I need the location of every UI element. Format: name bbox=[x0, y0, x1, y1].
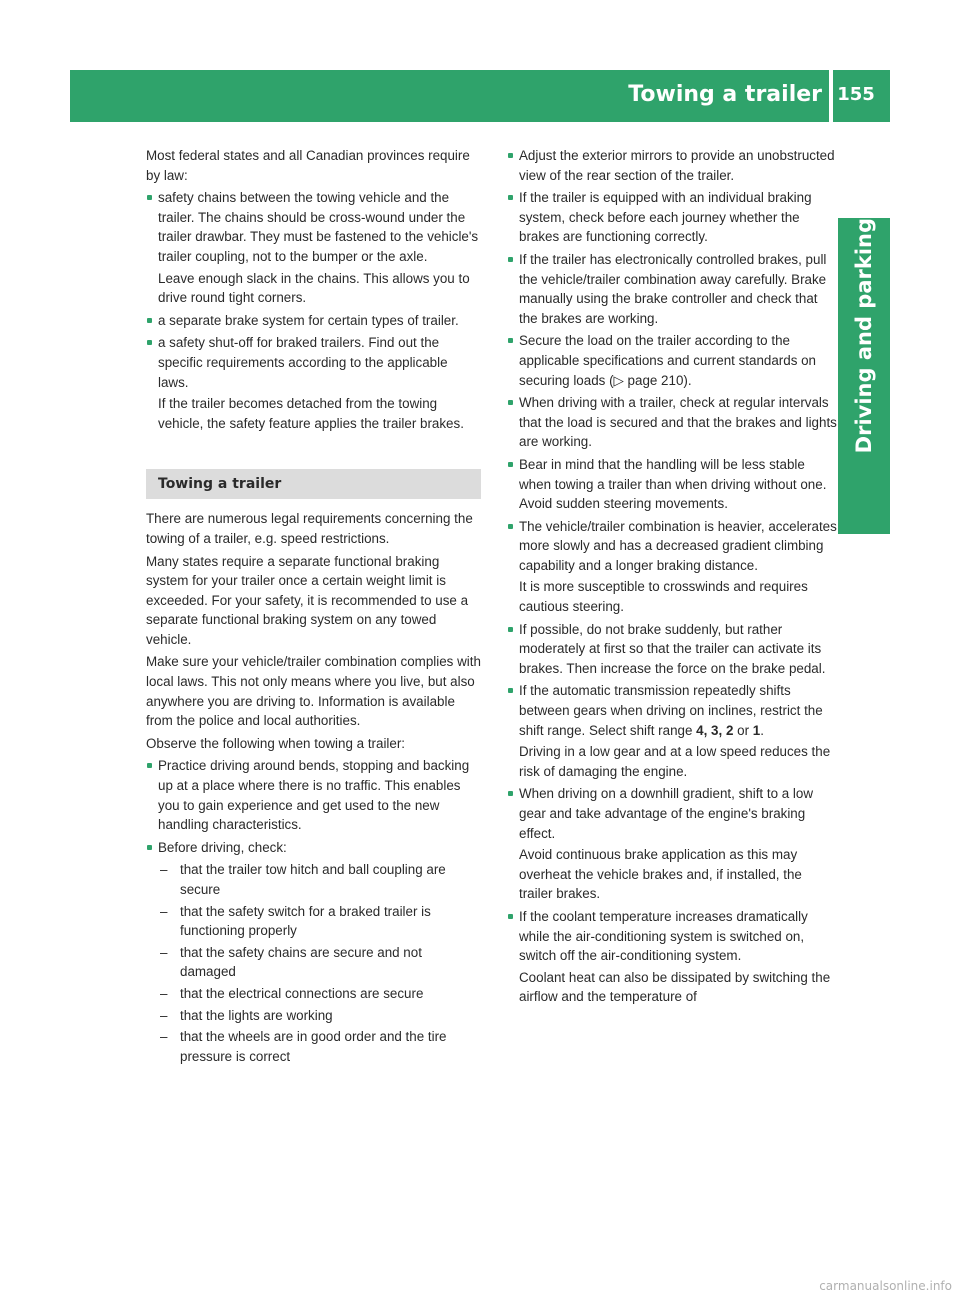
check-item: – that the trailer tow hitch and ball coupling are secure bbox=[146, 860, 481, 899]
list-item-note: Coolant heat can also be dissipated by switching the airflow and the temperature of bbox=[519, 969, 831, 1005]
shift-range-last: 1 bbox=[752, 722, 761, 738]
intro-paragraph: Most federal states and all Canadian provinces require by law: bbox=[146, 148, 470, 183]
chapter-side-tab-label: Driving and parking bbox=[852, 218, 876, 454]
pre-drive-checks-list bbox=[146, 860, 481, 1066]
towing-instructions-list-continued bbox=[507, 146, 837, 1007]
list-item: If the trailer is equipped with an individual braking system, check before each journey whether the brakes are functioning correctly. bbox=[507, 188, 837, 247]
list-item: Secure the load on the trailer according to the applicable specifications and current standards on securing loads (▷ page 210). bbox=[507, 331, 837, 390]
list-item: Before driving, check: bbox=[146, 838, 481, 858]
list-item-note: Avoid continuous brake application as this may overheat the vehicle brakes and, if installed, the trailer brakes. bbox=[519, 847, 802, 902]
right-column bbox=[507, 146, 837, 1010]
footer-watermark-url: carmanualsonline.info bbox=[819, 1279, 952, 1293]
section-heading-band bbox=[146, 469, 481, 499]
list-item: Adjust the exterior mirrors to provide an unobstructed view of the rear section of the trailer. bbox=[507, 146, 837, 185]
list-item: a separate brake system for certain types of trailer. bbox=[146, 311, 481, 331]
list-item-note: Leave enough slack in the chains. This allows you to drive round tight corners. bbox=[158, 270, 470, 306]
check-item: – that the lights are working bbox=[146, 1006, 481, 1026]
list-item: The vehicle/trailer combination is heavier, accelerates more slowly and has a decreased gradient climbing capability and a longer braking distance. It is more susceptible to crosswinds and requires cautious steering. bbox=[507, 517, 837, 617]
list-item: safety chains between the towing vehicle and the trailer. The chains should be cross-wound under the trailer drawbar. They must be fastened to the vehicle's trailer coupling, not to the bumper or the axle. Leave enough slack in the chains. This allows you to drive round tight corners. bbox=[146, 188, 481, 308]
page-number: 155 bbox=[837, 84, 875, 105]
paragraph: Observe the following when towing a trailer: bbox=[146, 735, 406, 751]
header-divider bbox=[829, 70, 833, 122]
check-item: – that the safety switch for a braked trailer is functioning properly bbox=[146, 902, 481, 941]
towing-instructions-list bbox=[146, 756, 481, 857]
list-item-note: It is more susceptible to crosswinds and requires cautious steering. bbox=[519, 579, 808, 615]
paragraph: Many states require a separate functional braking system for your trailer once a certain weight limit is exceeded. For your safety, it is recommended to use a separate functional braking system on any towed vehicle. bbox=[146, 553, 469, 647]
page-header-title: Towing a trailer bbox=[628, 82, 822, 107]
left-column bbox=[146, 146, 481, 1068]
list-item-note: Driving in a low gear and at a low speed reduces the risk of damaging the engine. bbox=[519, 744, 831, 779]
list-item: When driving with a trailer, check at regular intervals that the load is secured and that the brakes and lights are working. bbox=[507, 393, 837, 452]
shift-ranges: 4, 3, 2 bbox=[696, 722, 734, 738]
list-item: If the automatic transmission repeatedly shifts between gears when driving on inclines, restrict the shift range. Select shift range 4, 3, 2 or 1. Driving in a low gear and at a low speed reduces the risk of damaging the engine. bbox=[507, 681, 837, 781]
list-item: When driving on a downhill gradient, shift to a low gear and take advantage of the engine's braking effect. Avoid continuous brake application as this may overheat the vehicle brakes and, if installed, the trailer brakes. bbox=[507, 784, 837, 904]
check-item: – that the wheels are in good order and the tire pressure is correct bbox=[146, 1027, 481, 1066]
list-item: If the coolant temperature increases dramatically while the air-conditioning system is switched on, switch off the air-conditioning system. Coolant heat can also be dissipated by switching the airflow and the temperature of bbox=[507, 907, 837, 1007]
list-item: If possible, do not brake suddenly, but rather moderately at first so that the trailer can activate its brakes. Then increase the force on the brake pedal. bbox=[507, 620, 837, 679]
check-item: – that the safety chains are secure and not damaged bbox=[146, 943, 481, 982]
section-heading: Towing a trailer bbox=[158, 475, 282, 492]
chapter-side-tab-label-wrap bbox=[838, 218, 890, 534]
legal-requirements-list bbox=[146, 188, 481, 433]
list-item: a safety shut-off for braked trailers. Find out the specific requirements according to the applicable laws. If the trailer becomes detached from the towing vehicle, the safety feature applies the trailer brakes. bbox=[146, 333, 481, 433]
check-item: – that the electrical connections are secure bbox=[146, 984, 481, 1004]
list-item: Bear in mind that the handling will be less stable when towing a trailer than when driving without one. Avoid sudden steering movements. bbox=[507, 455, 837, 514]
paragraph: Make sure your vehicle/trailer combination complies with local laws. This not only means where you live, but also anywhere you are driving to. Information is available from the police and local authorities. bbox=[146, 654, 481, 729]
list-item: If the trailer has electronically controlled brakes, pull the vehicle/trailer combination away carefully. Brake manually using the brake controller and check that the brakes are working. bbox=[507, 250, 837, 328]
list-item: Practice driving around bends, stopping and backing up at a place where there is no traffic. This enables you to gain experience and get used to the new handling characteristics. bbox=[146, 756, 481, 834]
paragraph: There are numerous legal requirements concerning the towing of a trailer, e.g. speed restrictions. bbox=[146, 511, 473, 546]
list-item-note: If the trailer becomes detached from the towing vehicle, the safety feature applies the trailer brakes. bbox=[158, 396, 464, 431]
